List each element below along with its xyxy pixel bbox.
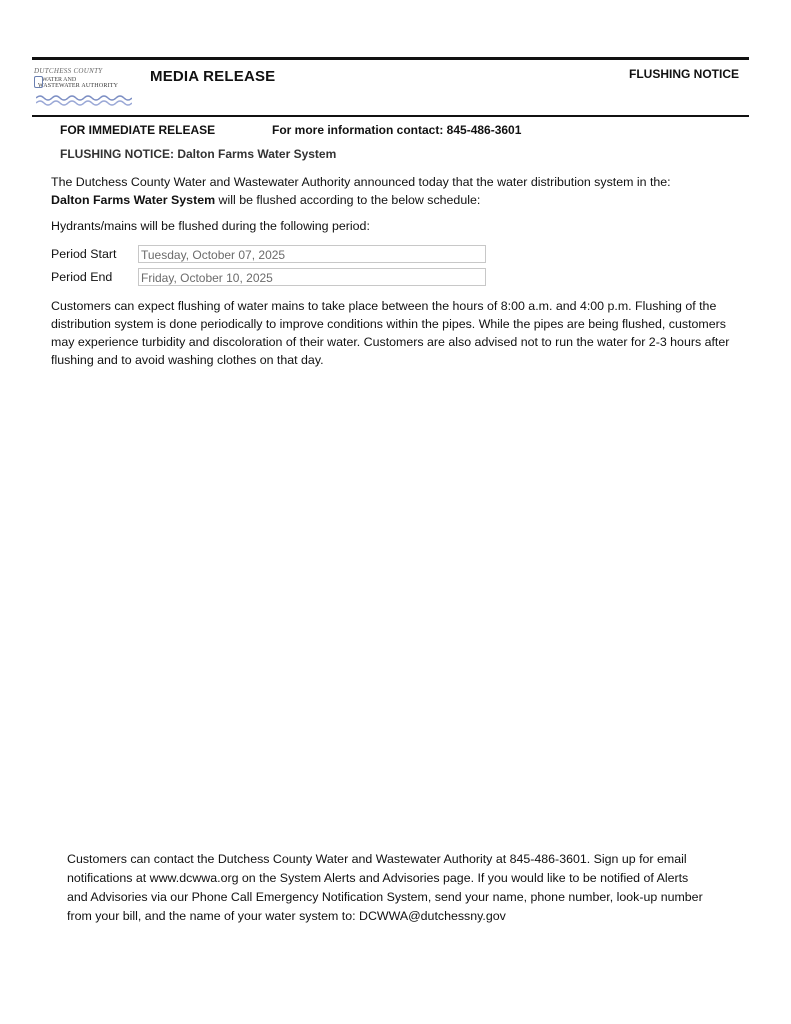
logo-line-2: WATER AND — [42, 77, 77, 83]
notice-subject: FLUSHING NOTICE: Dalton Farms Water System — [60, 147, 337, 161]
authority-logo — [34, 68, 134, 108]
period-intro: Hydrants/mains will be flushed during the following period: — [51, 219, 370, 233]
page-title: MEDIA RELEASE — [150, 68, 276, 85]
logo-line-3: WASTEWATER AUTHORITY — [38, 83, 119, 89]
footer-contact-paragraph: Customers can contact the Dutchess County Water and Wastewater Authority at 845-486-3601. Sign up for email notifications at www.dcwwa.org on the System Alerts and Advisories page. If you would like to be notified of Alerts and Advisories via our Phone Call Emergency Notification System, send your name, phone number, look-up number from your bill, and the name of your water system to: DCWWA@dutchessny.gov — [67, 852, 703, 923]
water-system-name: Dalton Farms Water System — [51, 193, 216, 207]
period-end-label: Period End — [51, 270, 113, 284]
period-start-label: Period Start — [51, 247, 117, 261]
immediate-release-label: FOR IMMEDIATE RELEASE — [60, 123, 216, 137]
notice-type-label: FLUSHING NOTICE — [629, 67, 739, 81]
flushing-details-paragraph: Customers can expect flushing of water mains to take place between the hours of 8:00 a.m. and 4:00 p.m. Flushing of the distribution system is done periodically to improve conditions within the pipes. While the pipes are being flushed, customers may experience turbidity and discoloration of their water. Customers are also advised not to run the water for 2-3 hours after flushing and to avoid washing clothes on that day. — [51, 299, 730, 367]
faucet-icon — [34, 76, 43, 88]
header-bottom-rule — [32, 115, 749, 117]
logo-line-1: DUTCHESS COUNTY — [34, 67, 103, 75]
header-top-rule — [32, 57, 749, 60]
intro-suffix: will be flushed according to the below schedule: — [215, 193, 481, 207]
contact-info: For more information contact: 845-486-3601 — [272, 123, 522, 137]
intro-paragraph — [51, 173, 751, 209]
period-end-field: Friday, October 10, 2025 — [138, 268, 486, 286]
period-start-field: Tuesday, October 07, 2025 — [138, 245, 486, 263]
intro-text: The Dutchess County Water and Wastewater Authority announced today that the water distribution system in the: — [51, 175, 671, 189]
water-waves-icon — [36, 94, 132, 106]
